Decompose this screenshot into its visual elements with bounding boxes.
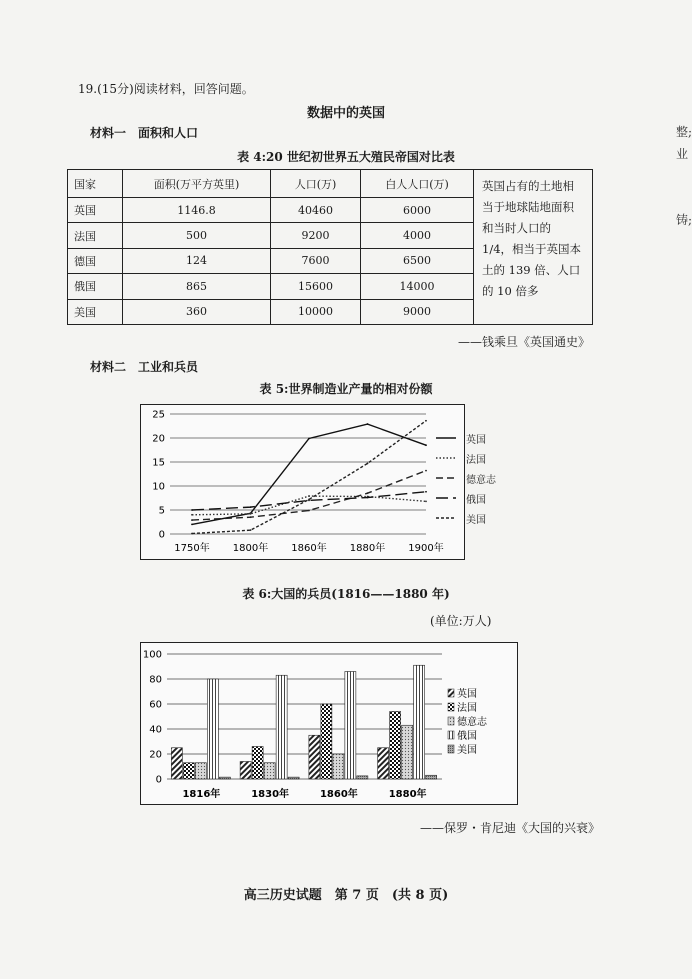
cell-population: 7600 (271, 248, 361, 273)
data-point (425, 420, 427, 422)
bar (321, 704, 332, 779)
bar (264, 763, 275, 779)
cell-white: 6500 (361, 248, 474, 273)
chart6-title: 表 6:大国的兵员(1816——1880 年) (242, 587, 450, 601)
table4-title: 表 4:20 世纪初世界五大殖民帝国对比表 (237, 150, 455, 164)
bar (414, 665, 425, 779)
material2-label: 材料二 工业和兵员 (90, 360, 199, 374)
cell-country: 俄国 (68, 274, 123, 299)
chart6-unit: (单位:万人) (430, 614, 492, 628)
bar (402, 725, 413, 779)
data-point (250, 513, 252, 515)
cell-country: 英国 (68, 198, 123, 223)
legend-label: 法国 (457, 703, 477, 714)
y-tick-label: 80 (149, 674, 162, 686)
x-tick-label: 1900年 (408, 543, 444, 554)
bar (195, 763, 206, 779)
legend-label: 美国 (466, 515, 486, 526)
header-country: 国家 (68, 170, 123, 198)
data-point (367, 497, 369, 499)
x-tick-label: 1750年 (174, 543, 210, 554)
x-tick-label: 1816年 (182, 789, 221, 800)
data-point (250, 506, 252, 508)
bar (207, 679, 218, 779)
chart-frame (141, 405, 465, 560)
cell-population: 40460 (271, 198, 361, 223)
legend-label: 英国 (457, 689, 477, 700)
cell-population: 10000 (271, 299, 361, 325)
x-tick-label: 1860年 (291, 543, 327, 554)
material1-source: ——钱乘旦《英国通史》 (458, 335, 591, 349)
bar (357, 776, 368, 779)
x-tick-label: 1800年 (232, 543, 269, 554)
data-point (367, 492, 369, 494)
section-title: 数据中的英国 (306, 106, 385, 121)
manufacturing-share-chart (140, 404, 465, 560)
y-tick-label: 10 (152, 481, 165, 493)
cell-area: 500 (123, 223, 271, 248)
edge-mark-3: 铸; (676, 213, 692, 227)
x-tick-label: 1830年 (251, 789, 290, 800)
bar (240, 762, 251, 780)
cell-area: 1146.8 (123, 198, 271, 223)
bar (309, 735, 320, 779)
data-point (191, 524, 193, 526)
bar (171, 748, 182, 779)
y-tick-label: 0 (158, 529, 165, 541)
data-point (425, 491, 427, 493)
bar (288, 777, 299, 779)
data-point (191, 514, 193, 516)
data-point (250, 529, 252, 531)
legend-swatch (448, 717, 454, 725)
data-point (308, 510, 310, 512)
y-tick-label: 5 (158, 505, 165, 517)
x-tick-label: 1860年 (319, 789, 358, 800)
bar (252, 747, 263, 780)
cell-area: 360 (123, 299, 271, 325)
bar (276, 675, 287, 779)
data-point (367, 423, 369, 425)
cell-country: 法国 (68, 223, 123, 248)
edge-mark-2: 业 (676, 147, 689, 161)
edge-mark-1: 整; (676, 125, 692, 139)
y-tick-label: 20 (149, 749, 162, 761)
cell-area: 865 (123, 274, 271, 299)
data-point (425, 444, 427, 446)
cell-country: 德国 (68, 248, 123, 273)
cell-white: 9000 (361, 299, 474, 325)
bar (183, 763, 194, 779)
header-area: 面积(万平方英里) (123, 170, 271, 198)
data-point (308, 495, 310, 497)
cell-country: 美国 (68, 299, 123, 325)
table-note: 英国占有的土地相当于地球陆地面积和当时人口的 1/4，相当于英国本土的 139 倍、人口的 10 倍多 (474, 170, 593, 325)
legend-label: 法国 (466, 455, 486, 466)
cell-area: 124 (123, 248, 271, 273)
data-point (191, 509, 193, 511)
legend-label: 美国 (457, 745, 477, 756)
legend-label: 德意志 (457, 717, 487, 728)
y-tick-label: 0 (155, 774, 162, 786)
data-point (425, 470, 427, 472)
legend-swatch (448, 731, 454, 739)
bar (426, 775, 437, 779)
material2-source: ——保罗・肯尼迪《大国的兴衰》 (420, 821, 601, 835)
page-footer: 高三历史试题 第 7 页 (共 8 页) (243, 888, 449, 903)
y-tick-label: 25 (152, 409, 165, 421)
legend-label: 俄国 (457, 731, 477, 742)
data-point (308, 499, 310, 501)
y-tick-label: 15 (152, 457, 165, 469)
y-tick-label: 60 (149, 699, 162, 711)
data-point (308, 438, 310, 440)
cell-population: 15600 (271, 274, 361, 299)
data-point (191, 519, 193, 521)
legend-label: 德意志 (466, 475, 496, 486)
army-size-chart (140, 642, 518, 805)
chart5-title: 表 5:世界制造业产量的相对份额 (259, 382, 433, 396)
cell-white: 14000 (361, 274, 474, 299)
cell-population: 9200 (271, 223, 361, 248)
header-white-population: 白人人口(万) (361, 170, 474, 198)
legend-label: 俄国 (466, 495, 486, 506)
legend-swatch (448, 745, 454, 753)
x-tick-label: 1880年 (349, 543, 386, 554)
data-point (425, 500, 427, 502)
legend-label: 英国 (466, 435, 486, 446)
x-tick-label: 1880年 (388, 789, 427, 800)
data-point (367, 463, 369, 465)
y-tick-label: 20 (152, 433, 165, 445)
bar (390, 712, 401, 780)
table-header-row (68, 170, 593, 198)
question-header: 19.(15分)阅读材料，回答问题。 (78, 82, 254, 96)
header-population: 人口(万) (271, 170, 361, 198)
data-point (191, 533, 193, 535)
cell-white: 6000 (361, 198, 474, 223)
bar (333, 754, 344, 779)
data-point (250, 516, 252, 518)
cell-white: 4000 (361, 223, 474, 248)
bar (219, 777, 230, 779)
bar (378, 748, 389, 779)
material1-label: 材料一 面积和人口 (90, 126, 199, 140)
legend-swatch (448, 689, 454, 697)
y-tick-label: 40 (149, 724, 162, 736)
bar (345, 672, 356, 780)
colonial-empire-table (67, 169, 593, 325)
legend-swatch (448, 703, 454, 711)
y-tick-label: 100 (142, 649, 162, 661)
